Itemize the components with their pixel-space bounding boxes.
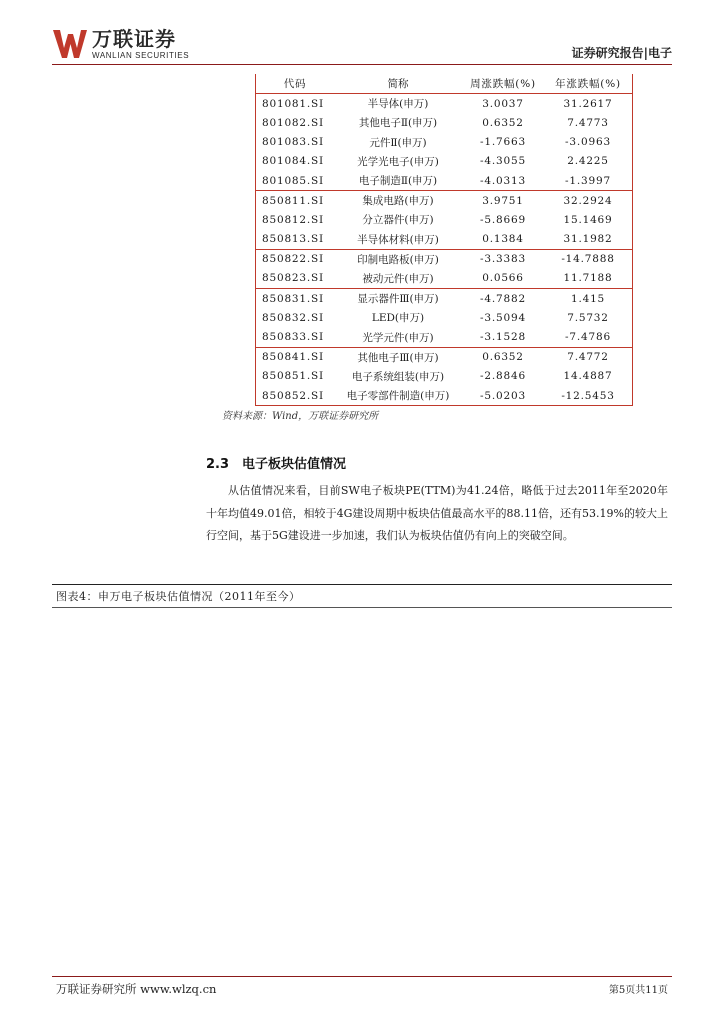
table-row (256, 269, 632, 288)
cell-yearly-change: 14.4887 (563, 370, 613, 383)
cell-name: 其他电子Ⅲ(申万) (357, 351, 439, 364)
footer-institution: 万联证券研究所 www.wlzq.cn (56, 982, 217, 996)
valuation-paragraph (206, 480, 668, 548)
logo-chinese-name: 万联证券 (92, 27, 176, 51)
table-row (256, 171, 632, 190)
cell-code: 850831.SI (262, 292, 324, 305)
cell-weekly-change: -5.0203 (480, 389, 526, 402)
cell-code: 801084.SI (262, 155, 324, 168)
cell-weekly-change: -4.7882 (480, 292, 526, 305)
cell-yearly-change: 15.1469 (563, 213, 613, 226)
figure-caption: 图表4：申万电子板块估值情况（2011年至今） (56, 590, 301, 603)
cell-code: 850841.SI (262, 351, 324, 364)
cell-name: 分立器件(申万) (362, 214, 434, 227)
figure-bottom-rule (52, 607, 672, 608)
table-row (256, 190, 632, 210)
cell-name: 半导体(申万) (367, 98, 429, 111)
table-row (256, 230, 632, 249)
cell-yearly-change: 7.4772 (567, 351, 609, 364)
cell-yearly-change: 1.415 (570, 292, 606, 305)
table-row (256, 249, 632, 269)
cell-weekly-change: -2.8846 (480, 370, 526, 383)
cell-code: 850833.SI (262, 331, 324, 344)
cell-code: 850811.SI (262, 194, 324, 207)
cell-yearly-change: -12.5453 (561, 389, 615, 402)
section-heading (206, 453, 346, 472)
cell-name: 集成电路(申万) (362, 195, 434, 208)
cell-name: 其他电子Ⅱ(申万) (358, 117, 438, 130)
cell-weekly-change: 3.9751 (482, 194, 524, 207)
cell-code: 850813.SI (262, 233, 324, 246)
company-logo (52, 28, 189, 64)
table-row (256, 288, 632, 308)
cell-weekly-change: 0.0566 (482, 272, 524, 285)
cell-yearly-change: 31.1982 (563, 233, 613, 246)
cell-name: 电子制造Ⅱ(申万) (358, 175, 438, 188)
cell-weekly-change: 0.6352 (482, 116, 524, 129)
cell-code: 850852.SI (262, 389, 324, 402)
cell-yearly-change: 11.7188 (563, 272, 613, 285)
cell-weekly-change: -4.3055 (480, 155, 526, 168)
cell-code: 801082.SI (262, 116, 324, 129)
index-performance-table (255, 74, 633, 406)
cell-name: 元件Ⅱ(申万) (369, 136, 427, 149)
cell-yearly-change: -14.7888 (561, 253, 615, 266)
cell-yearly-change: 7.4773 (567, 116, 609, 129)
cell-name: 显示器件Ⅲ(申万) (357, 293, 439, 306)
page-number: 第5页共11页 (608, 985, 668, 996)
cell-code: 850832.SI (262, 311, 324, 324)
cell-code: 801083.SI (262, 136, 324, 149)
table-row (256, 133, 632, 152)
cell-name: LED(申万) (371, 312, 425, 325)
cell-yearly-change: -1.3997 (565, 174, 611, 187)
cell-weekly-change: 0.6352 (482, 351, 524, 364)
cell-code: 850823.SI (262, 272, 324, 285)
table-row (256, 152, 632, 171)
cell-code: 801081.SI (262, 97, 324, 110)
cell-code: 850822.SI (262, 253, 324, 266)
cell-yearly-change: 31.2617 (563, 97, 613, 110)
cell-yearly-change: 32.2924 (563, 194, 613, 207)
cell-yearly-change: 7.5732 (567, 311, 609, 324)
cell-weekly-change: -4.0313 (480, 174, 526, 187)
logo-english-name: WANLIAN SECURITIES (92, 51, 190, 60)
cell-weekly-change: -5.8669 (480, 213, 526, 226)
column-header-code: 代码 (283, 78, 307, 91)
cell-yearly-change: -3.0963 (565, 136, 611, 149)
cell-yearly-change: -7.4786 (565, 331, 611, 344)
table-row (256, 347, 632, 367)
table-row (256, 113, 632, 132)
report-type-label: 证券研究报告|电子 (571, 46, 672, 60)
cell-weekly-change: -1.7663 (480, 136, 526, 149)
column-header-weekly-change: 周涨跌幅(%) (470, 78, 536, 91)
column-header-yearly-change: 年涨跌幅(%) (555, 78, 621, 91)
cell-name: 印制电路板(申万) (357, 253, 439, 266)
cell-yearly-change: 2.4225 (567, 155, 609, 168)
cell-weekly-change: -3.1528 (480, 331, 526, 344)
footer-divider (52, 976, 672, 977)
cell-code: 850851.SI (262, 370, 324, 383)
cell-name: 被动元件(申万) (362, 272, 434, 285)
section-number: 2.3 (206, 457, 230, 472)
table-row (256, 210, 632, 229)
cell-weekly-change: -3.3383 (480, 253, 526, 266)
header-divider (52, 64, 672, 65)
column-header-name: 简称 (387, 78, 409, 91)
cell-weekly-change: 3.0037 (482, 97, 524, 110)
cell-weekly-change: -3.5094 (480, 311, 526, 324)
table-row (256, 308, 632, 327)
cell-code: 850812.SI (262, 213, 324, 226)
table-row (256, 93, 632, 113)
cell-code: 801085.SI (262, 174, 324, 187)
table-row (256, 386, 632, 405)
cell-name: 光学元件(申万) (362, 331, 434, 344)
table-source-note: 资料来源：Wind，万联证券研究所 (222, 411, 379, 422)
cell-name: 光学光电子(申万) (357, 155, 439, 168)
figure-top-rule (52, 584, 672, 585)
cell-name: 电子零部件制造(申万) (346, 390, 450, 403)
table-header-row (256, 74, 632, 93)
table-row (256, 327, 632, 346)
paragraph-text: 从估值情况来看，目前SW电子板块PE(TTM)为41.24倍，略低于过去2011年至2020年十年均值49.01倍，相较于4G建设周期中板块估值最高水平的88.11倍，还有53.19%的较大上行空间，基于5G建设进一步加速，我们认为板块估值仍有向上的突破空间。 (206, 484, 668, 542)
cell-name: 电子系统组装(申万) (351, 370, 445, 383)
cell-name: 半导体材料(申万) (357, 233, 439, 246)
table-row (256, 367, 632, 386)
wanlian-logo-icon (52, 28, 88, 60)
section-title: 电子板块估值情况 (242, 457, 347, 472)
cell-weekly-change: 0.1384 (482, 233, 524, 246)
